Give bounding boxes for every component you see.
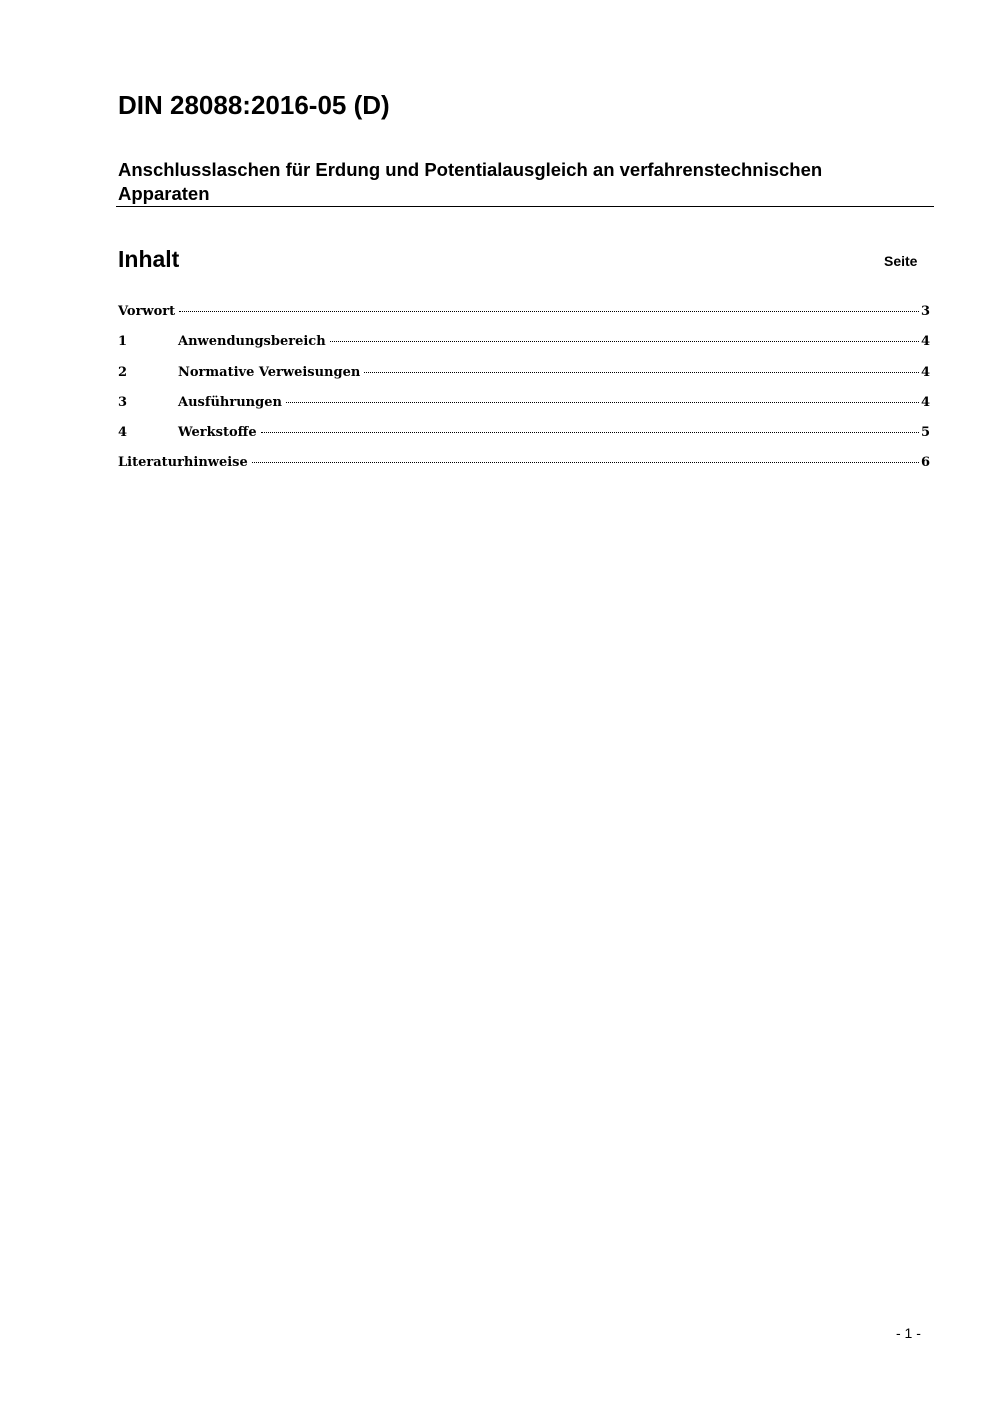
toc-entry-ausfuehrungen[interactable]	[118, 393, 930, 423]
toc-dot-leader	[330, 341, 919, 342]
toc-dot-leader	[286, 402, 919, 403]
toc-entry-text: Ausführungen	[178, 394, 282, 410]
toc-entry-literaturhinweise[interactable]	[118, 453, 930, 483]
toc-entry-page: 6	[920, 455, 930, 471]
document-id: DIN 28088:2016-05 (D)	[118, 90, 390, 120]
toc-entry-anwendungsbereich[interactable]	[118, 332, 930, 362]
toc-entry-text: Normative Verweisungen	[178, 364, 361, 380]
toc-entry-page: 5	[920, 425, 930, 441]
toc-heading: Inhalt	[118, 246, 180, 272]
toc-entry-number: 2	[118, 364, 128, 380]
toc-dot-leader	[364, 372, 919, 373]
document-title: Anschlusslaschen für Erdung und Potentialausgleich an verfahrenstechnischen Apparaten	[118, 159, 823, 204]
toc-entry-text: Werkstoffe	[178, 425, 257, 441]
table-of-contents	[118, 302, 930, 484]
page-number: - 1 -	[896, 1325, 921, 1341]
title-divider	[116, 206, 934, 207]
toc-entry-normative-verweisungen[interactable]	[118, 363, 930, 393]
toc-entry-number: 3	[118, 394, 128, 410]
toc-entry-vorwort[interactable]	[118, 302, 930, 332]
toc-entry-page: 4	[920, 334, 930, 350]
toc-dot-leader	[252, 462, 919, 463]
toc-entry-number: 1	[118, 334, 128, 350]
toc-dot-leader	[179, 311, 919, 312]
toc-entry-text: Literaturhinweise	[118, 455, 248, 471]
toc-entry-number: 4	[118, 425, 128, 441]
toc-entry-page: 3	[920, 304, 930, 319]
toc-page-column-label: Seite	[884, 253, 918, 269]
toc-entry-page: 4	[920, 364, 930, 380]
toc-entry-text: Anwendungsbereich	[178, 334, 326, 350]
toc-entry-page: 4	[920, 394, 930, 410]
toc-entry-werkstoffe[interactable]	[118, 423, 930, 453]
toc-dot-leader	[261, 432, 919, 433]
toc-entry-text: Vorwort	[118, 304, 176, 319]
